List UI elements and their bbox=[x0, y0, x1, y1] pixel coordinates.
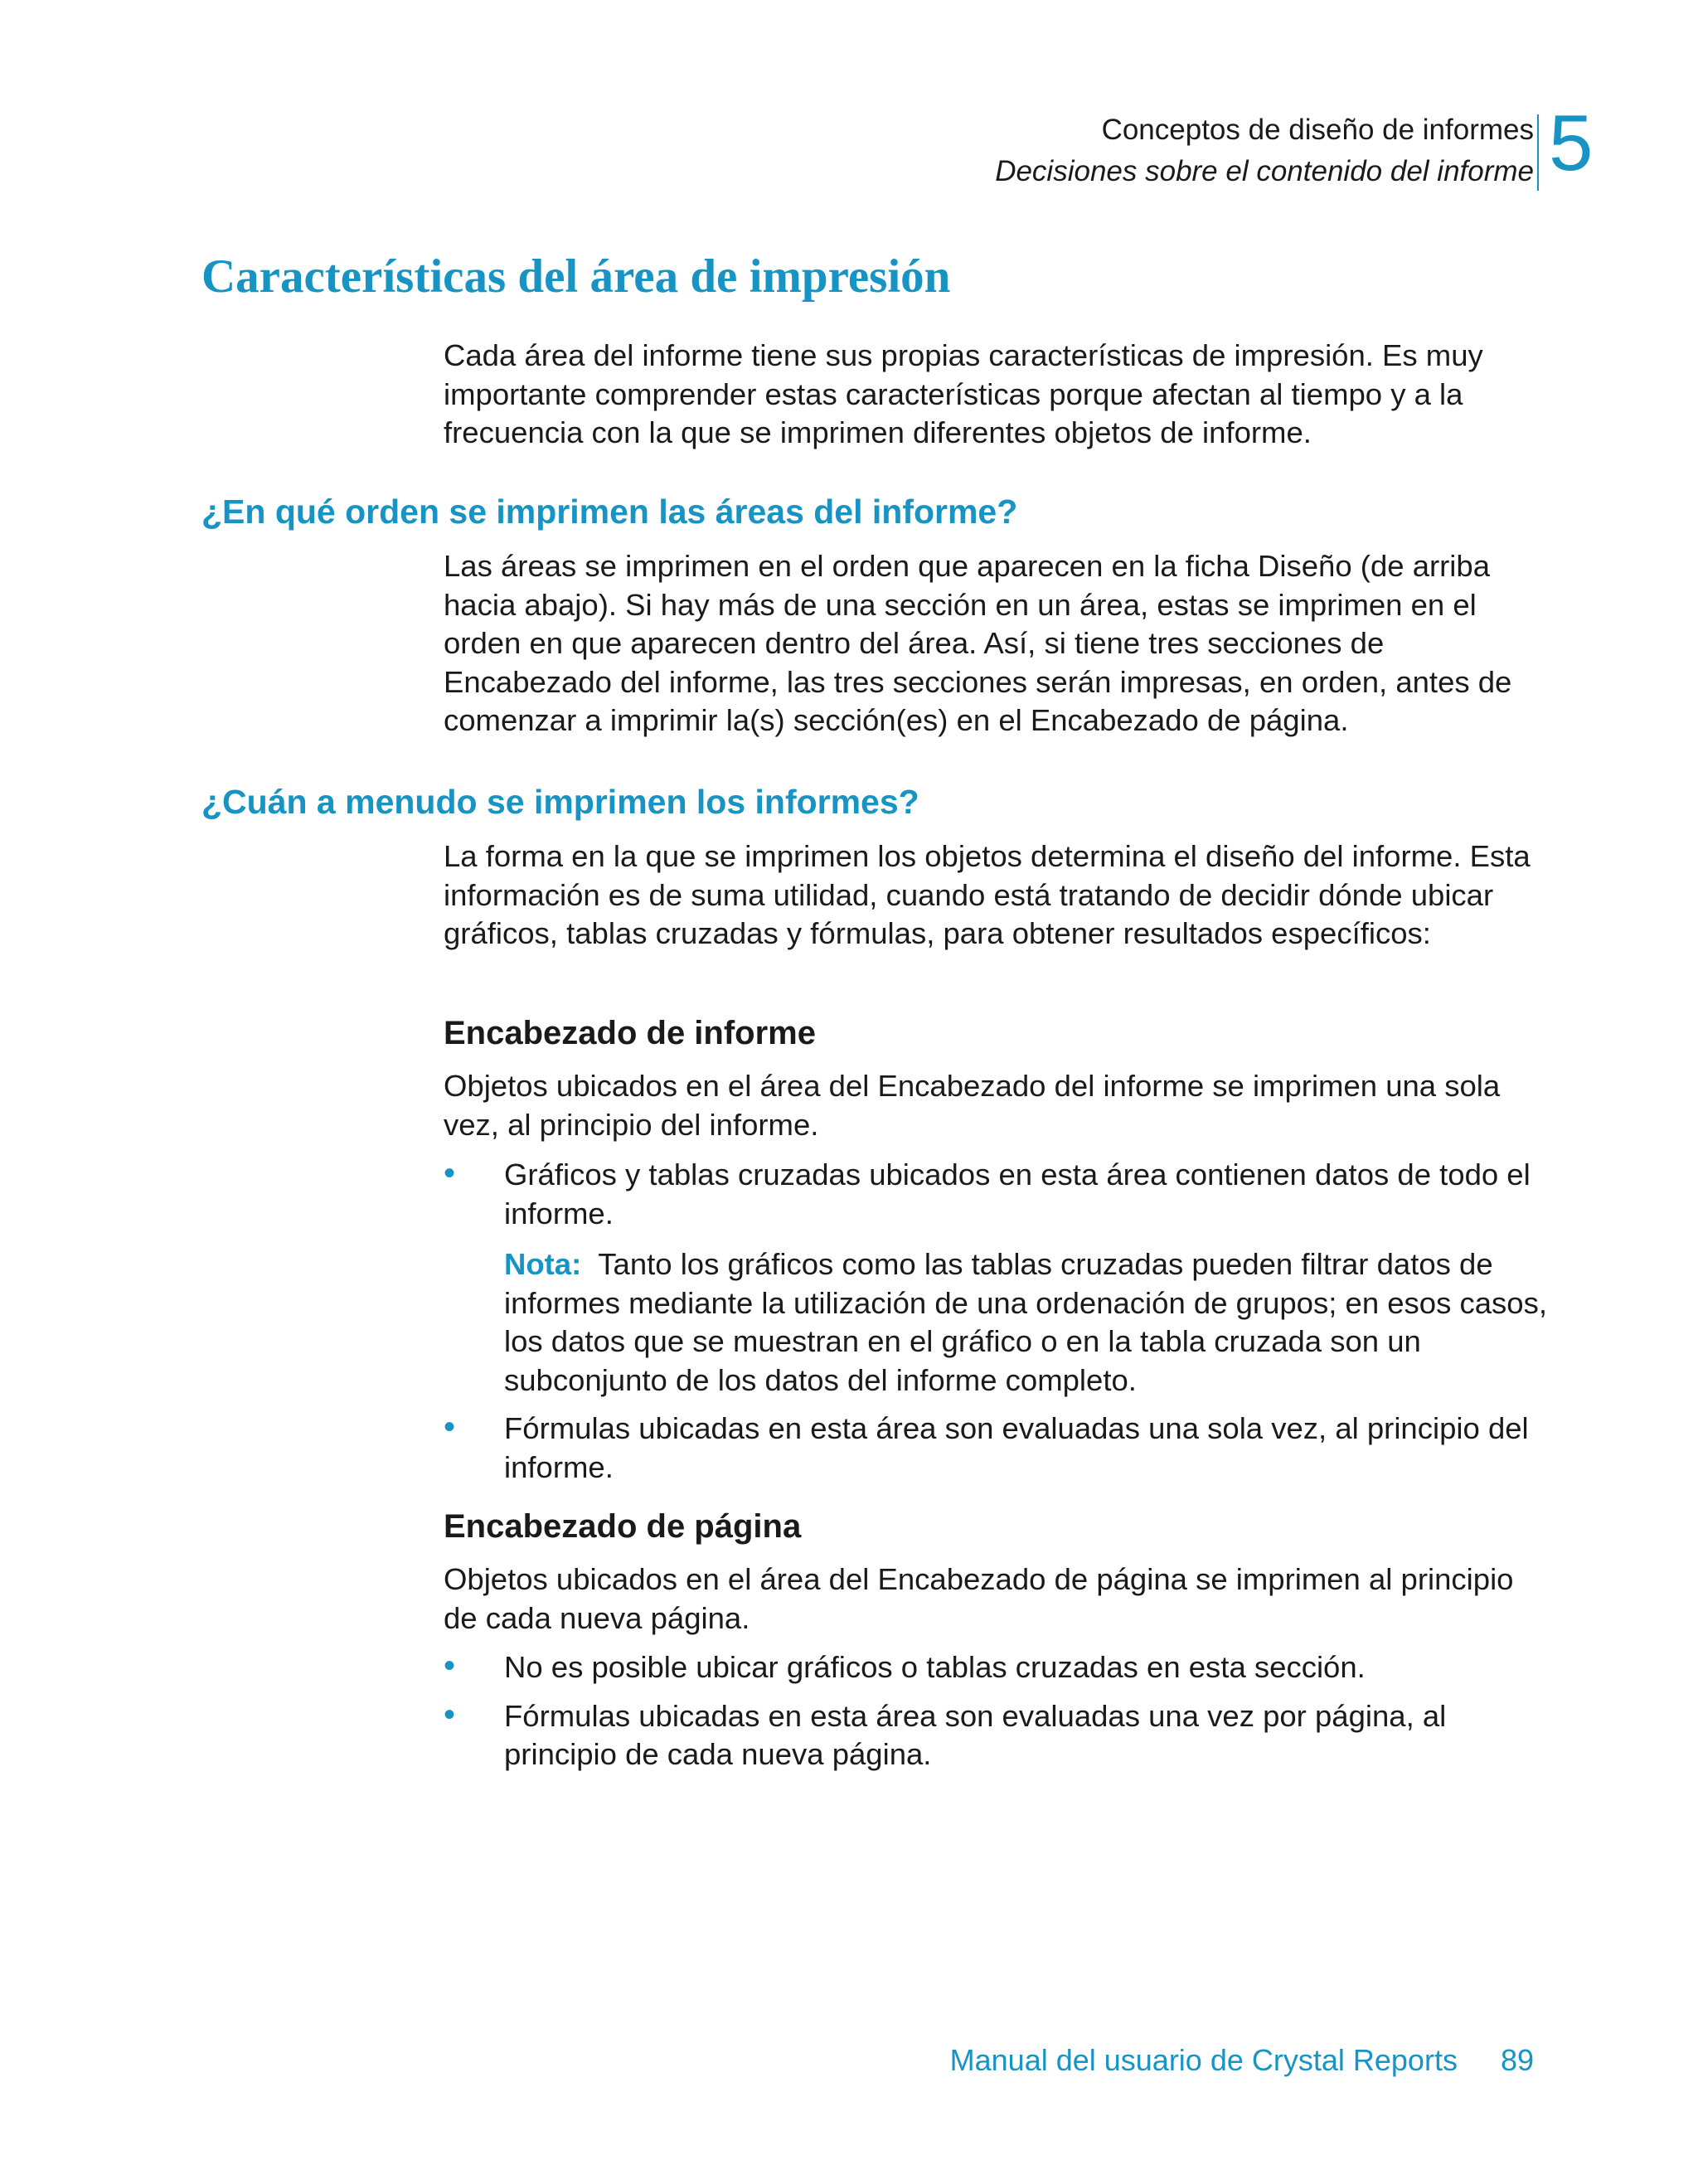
report-header-body: Objetos ubicados en el área del Encabezado del informe se imprimen una sola vez, al principio del informe. bbox=[444, 1069, 1501, 1142]
section-title: Decisiones sobre el contenido del informe bbox=[995, 155, 1534, 187]
page-footer bbox=[950, 2040, 1534, 2081]
list-item bbox=[444, 1156, 1555, 1233]
section-body-frequency: La forma en la que se imprimen los objetos determina el diseño del informe. Esta información es de suma utilidad, cuando está tratando de decidir dónde ubicar gráficos, tablas cruzadas y fórmulas, para obtener resultados específicos: bbox=[444, 839, 1531, 950]
chapter-number: 5 bbox=[1549, 99, 1594, 187]
bullet-icon: • bbox=[444, 1648, 456, 1684]
bullet-text: Fórmulas ubicadas en esta área son evaluadas una sola vez, al principio del informe. bbox=[504, 1411, 1529, 1484]
page-number: 89 bbox=[1500, 2043, 1534, 2077]
list-item bbox=[444, 1648, 1555, 1687]
page-header-body: Objetos ubicados en el área del Encabezado de página se imprimen al principio de cada nueva página. bbox=[444, 1562, 1514, 1635]
note-text: Tanto los gráficos como las tablas cruzadas pueden filtrar datos de informes mediante la utilización de una ordenación de grupos; en esos casos, los datos que se muestran en el gráfico o en la tabla cruzada son un subconjunto de los datos del informe completo. bbox=[504, 1247, 1547, 1397]
subheading-report-header: Encabezado de informe bbox=[444, 1015, 816, 1051]
bullet-text: No es posible ubicar gráficos o tablas cruzadas en esta sección. bbox=[504, 1650, 1366, 1684]
intro-paragraph: Cada área del informe tiene sus propias características de impresión. Es muy importante comprender estas características porque afectan al tiempo y a la frecuencia con la que se imprimen diferentes objetos de informe. bbox=[444, 338, 1483, 449]
list-item bbox=[444, 1410, 1555, 1487]
bullet-icon: • bbox=[444, 1155, 456, 1191]
page-header-bullets bbox=[444, 1648, 1555, 1774]
chapter-title: Conceptos de diseño de informes bbox=[1101, 114, 1534, 146]
section-body-order: Las áreas se imprimen en el orden que aparecen en la ficha Diseño (de arriba hacia abajo). Si hay más de una sección en un área, estas se imprimen en el orden en que aparecen dentro del área. Así, si tiene tres secciones de Encabezado del informe, las tres secciones serán impresas, en orden, antes de comenzar a imprimir la(s) sección(es) en el Encabezado de página. bbox=[444, 549, 1512, 737]
bullet-icon: • bbox=[444, 1409, 456, 1445]
subheading-page-header: Encabezado de página bbox=[444, 1508, 802, 1545]
running-header bbox=[995, 109, 1534, 192]
section-heading-order: ¿En qué orden se imprimen las áreas del informe? bbox=[201, 493, 1018, 531]
report-header-bullets-1 bbox=[444, 1156, 1555, 1233]
header-divider bbox=[1537, 114, 1539, 191]
page-title: Características del área de impresión bbox=[201, 250, 951, 303]
note-block bbox=[504, 1245, 1559, 1400]
footer-book-title: Manual del usuario de Crystal Reports bbox=[949, 2043, 1458, 2077]
list-item bbox=[444, 1697, 1555, 1774]
bullet-text: Fórmulas ubicadas en esta área son evaluadas una vez por página, al principio de cada nueva página. bbox=[504, 1698, 1447, 1771]
note-label: Nota: bbox=[504, 1247, 582, 1281]
bullet-text: Gráficos y tablas cruzadas ubicados en esta área contienen datos de todo el informe. bbox=[504, 1158, 1531, 1230]
bullet-icon: • bbox=[444, 1696, 456, 1733]
section-heading-frequency: ¿Cuán a menudo se imprimen los informes? bbox=[201, 783, 919, 821]
report-header-bullets-2 bbox=[444, 1410, 1555, 1487]
